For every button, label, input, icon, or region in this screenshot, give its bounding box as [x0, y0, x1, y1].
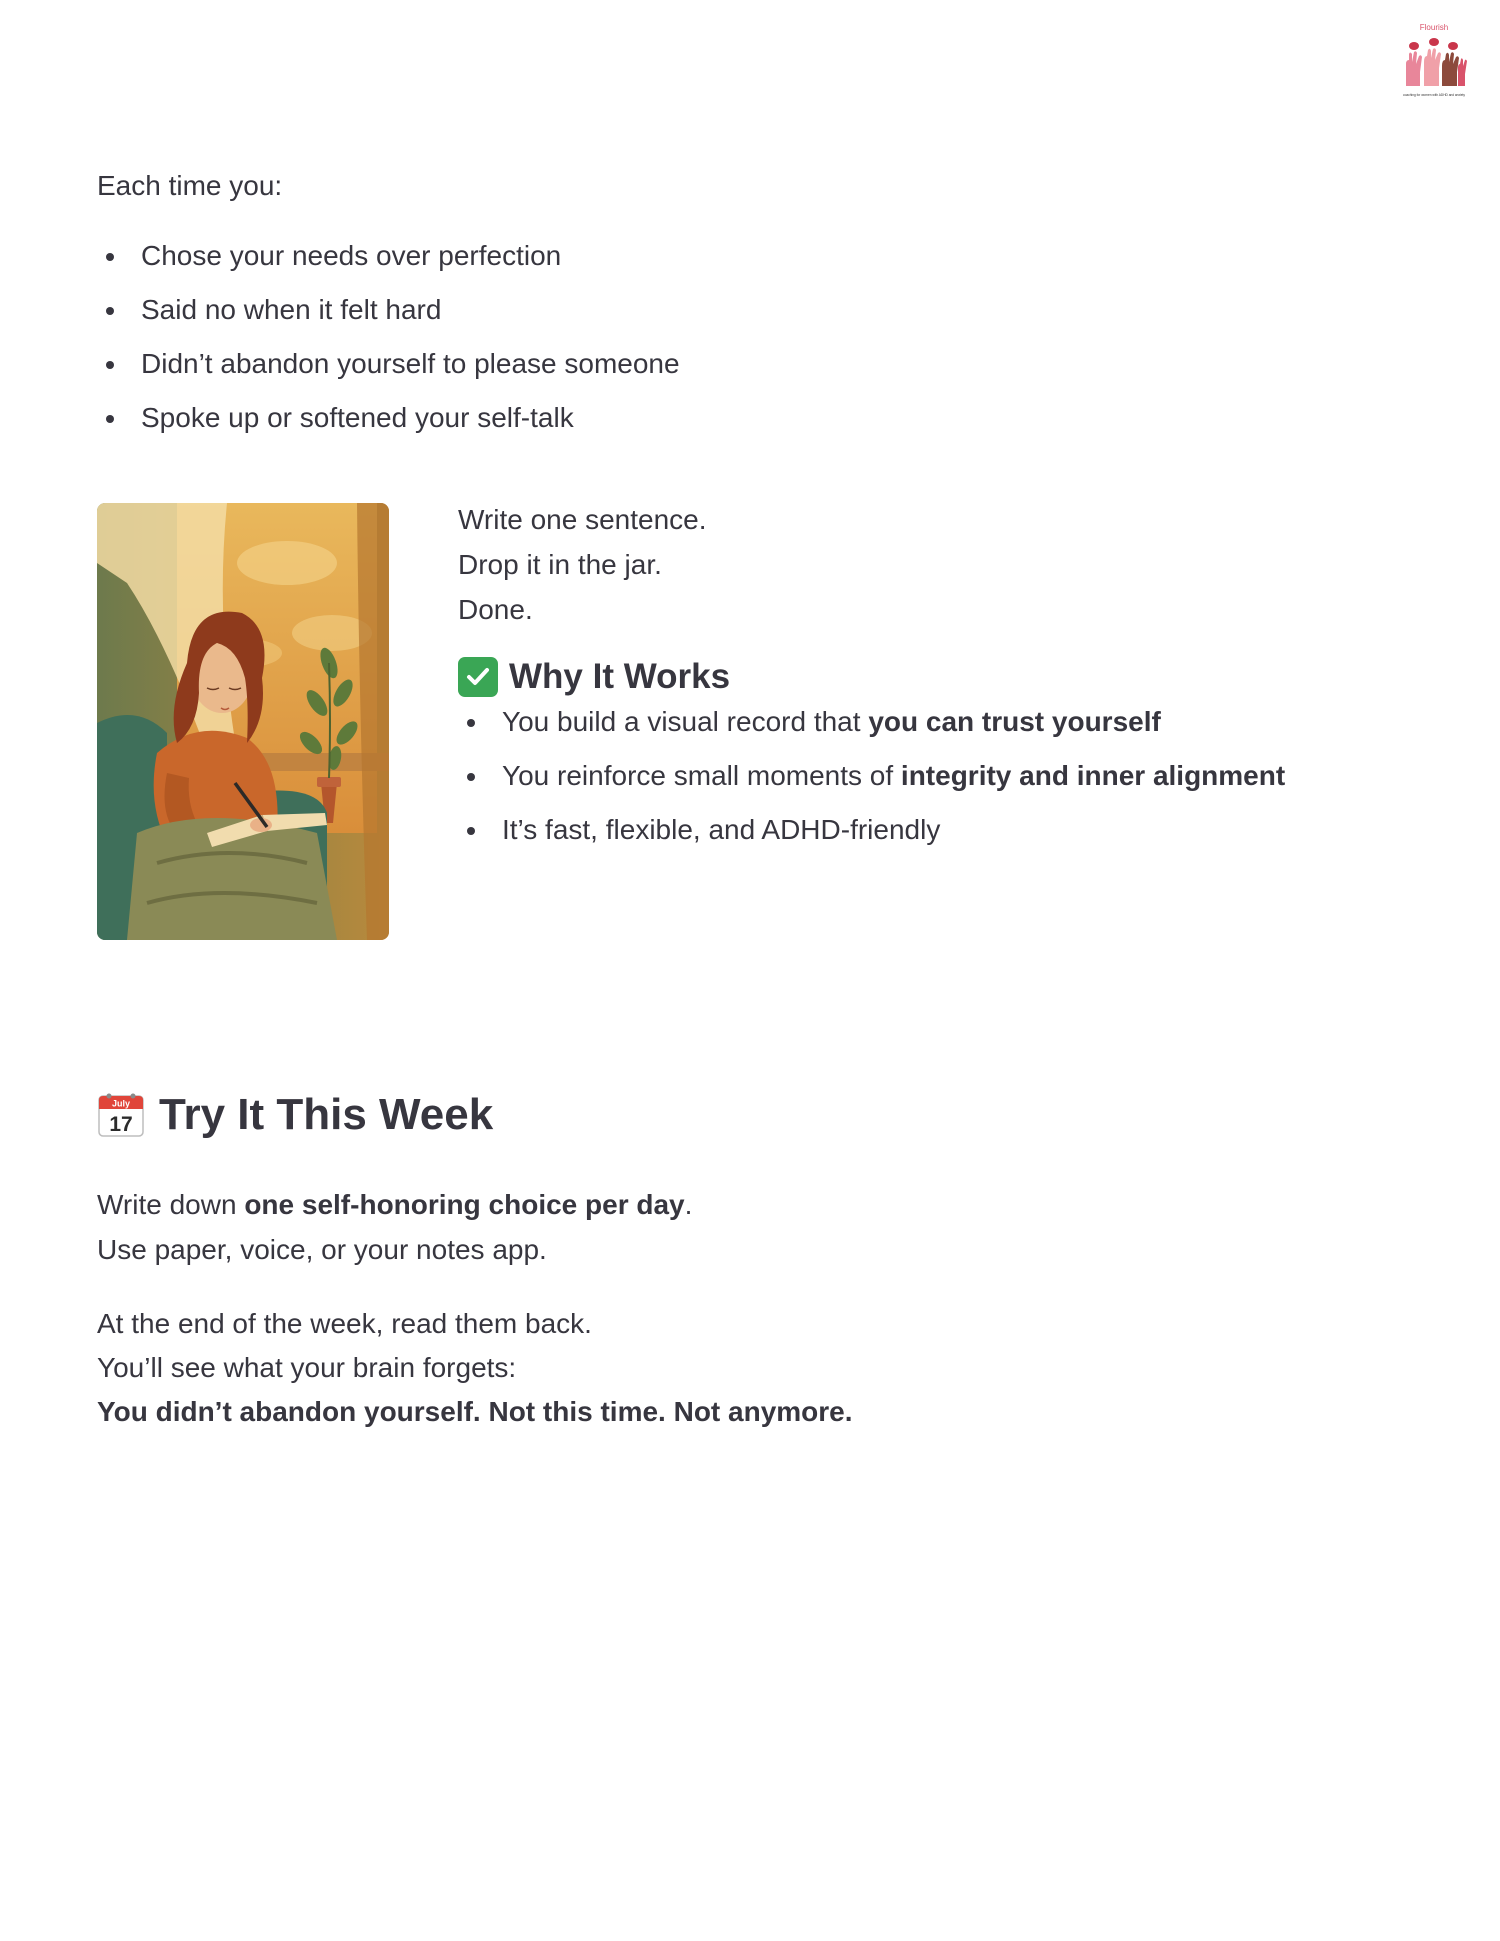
- svg-text:Flourish: Flourish: [1419, 23, 1449, 32]
- list-item: It’s fast, flexible, and ADHD-friendly: [458, 810, 1358, 850]
- why-it-works-heading: [458, 652, 1358, 702]
- right-column: [458, 497, 1358, 864]
- step-line: Drop it in the jar.: [458, 549, 662, 580]
- instruction-paragraph: Write down one self-honoring choice per day. Use paper, voice, or your notes app.: [97, 1189, 693, 1265]
- list-item: You build a visual record that you can trust yourself: [458, 702, 1358, 742]
- svg-text:July: July: [111, 1098, 131, 1109]
- list-item: Didn’t abandon yourself to please someone: [97, 344, 680, 384]
- list-item: You reinforce small moments of integrity and inner alignment: [458, 756, 1358, 796]
- calendar-icon: [97, 1092, 145, 1138]
- steps: [458, 497, 1358, 632]
- reflection-paragraph: At the end of the week, read them back. You’ll see what your brain forgets: You didn’t abandon yourself. Not this time. Not anymore.: [97, 1308, 853, 1427]
- list-item: Said no when it felt hard: [97, 290, 680, 330]
- list-item: Spoke up or softened your self-talk: [97, 398, 680, 438]
- brand-logo: [1398, 22, 1470, 102]
- journal-illustration-icon: [97, 503, 389, 940]
- svg-text:17: 17: [109, 1113, 133, 1136]
- list-item: Chose your needs over perfection: [97, 236, 680, 276]
- step-line: Done.: [458, 594, 533, 625]
- try-it-heading: [97, 1087, 493, 1143]
- woman-writing-illustration: [97, 503, 389, 940]
- why-list: [458, 702, 1358, 850]
- intro-lead: Each time you:: [97, 170, 283, 201]
- try-heading-text: Try It This Week: [159, 1090, 494, 1139]
- check-mark-icon: [458, 657, 498, 697]
- step-line: Write one sentence.: [458, 504, 707, 535]
- why-heading-text: Why It Works: [509, 657, 731, 696]
- svg-text:coaching for women with ADHD a: coaching for women with ADHD and anxiety: [1402, 93, 1466, 97]
- hands-flowers-icon: [1398, 22, 1470, 102]
- self-honoring-list: [97, 236, 680, 452]
